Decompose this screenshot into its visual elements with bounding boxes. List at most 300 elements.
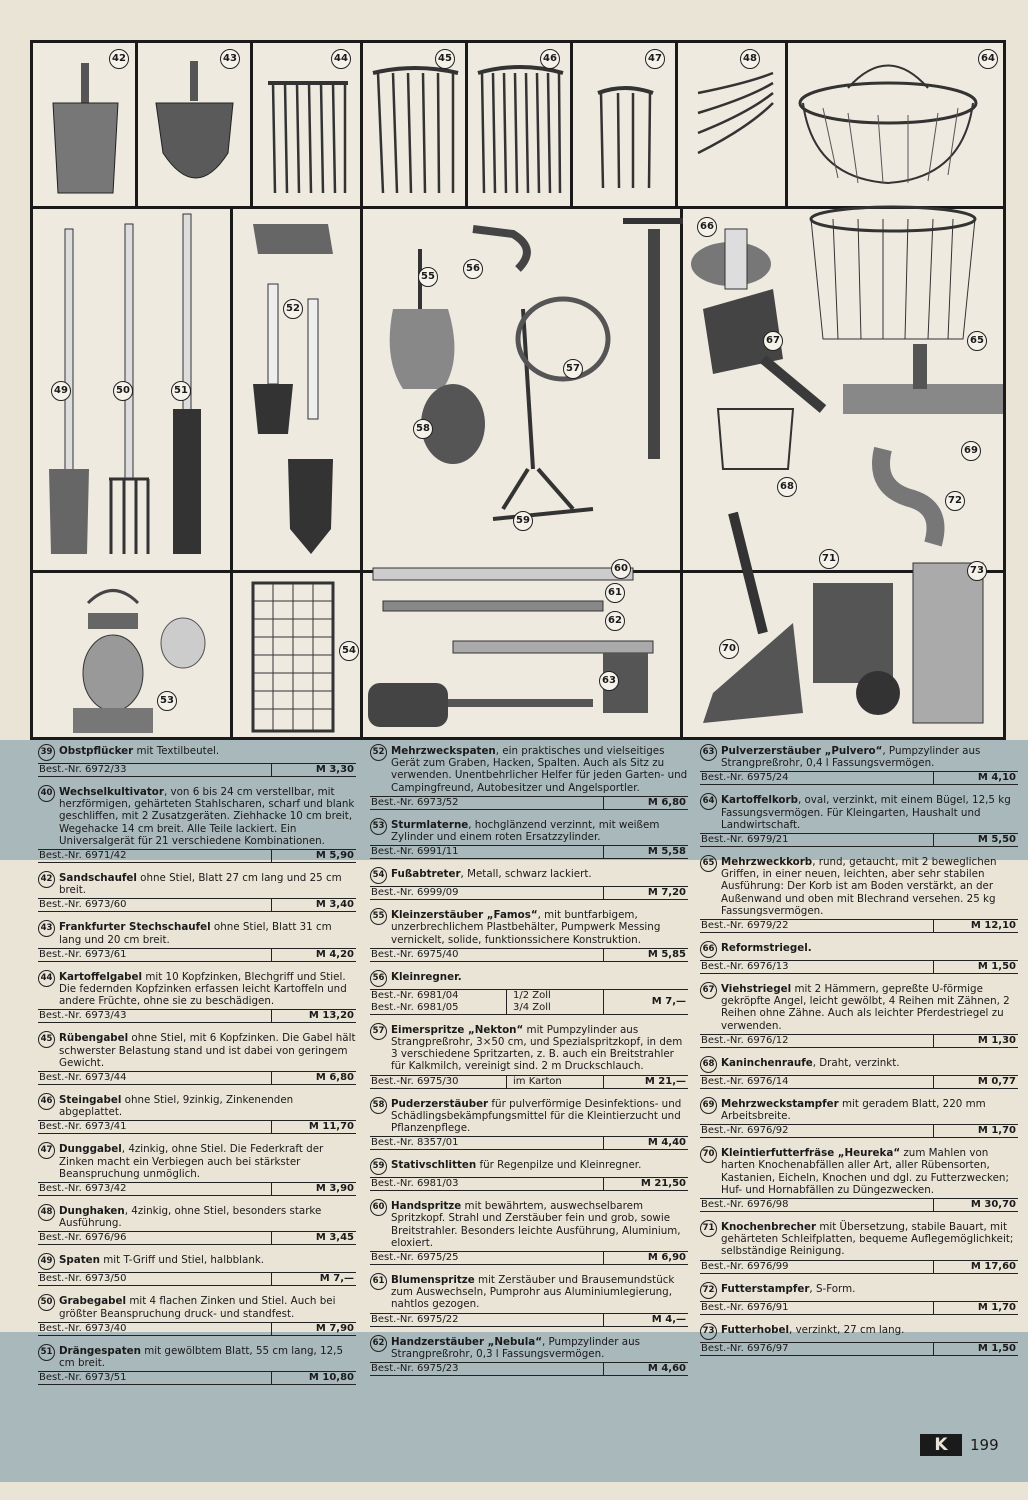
order-row [700,1198,1018,1212]
cell-60-63 [363,563,683,740]
order-price: M 6,90 [603,1252,688,1264]
order-row [38,898,356,912]
item-desc-text: , Pumpzylinder aus Strangpreßrohr, 0,3 l Fassungsvermögen. [391,1335,640,1360]
item-header [38,1205,356,1229]
item-description [721,1147,1018,1196]
item-header [38,1094,356,1118]
order-price: M 5,85 [603,949,688,961]
item-description [391,745,688,794]
item-number-44: 44 [331,49,351,69]
order-row [370,948,688,962]
item-desc-text: , Metall, schwarz lackiert. [460,868,592,881]
item-description [391,1024,688,1073]
order-price: M 1,30 [933,1035,1018,1047]
item-description [721,1283,855,1299]
cell-70-73 [683,553,1006,740]
order-row [370,845,688,859]
item-desc-text: , mit buntfarbigem, unzerbrechlichem Plastbehälter, Pumpwerk Messing vernickelt, solide, funktionssichere Konstruktion. [391,909,661,946]
cell-45 [363,43,468,209]
catalog-item-72 [700,1283,1018,1315]
column-2 [370,745,688,1385]
item-number-46: 46 [540,49,560,69]
item-desc-text: mit bewährtem, auswechselbarem Spritzkopf. Strahl und Zerstäuber fein und grob, sowie Breitstrahler. Besonders leichte Ausführung, Aluminium, eloxiert. [391,1200,681,1249]
item-desc-text: ohne Stiel, Blatt 27 cm lang und 25 cm breit. [59,872,342,897]
order-number: Best.-Nr. 6973/40 [39,1322,127,1334]
order-number: Best.-Nr. 6975/25 [371,1252,459,1264]
item-number-66: 66 [697,217,717,237]
order-row [38,1182,356,1196]
item-number: 61 [370,1273,387,1290]
order-price: M 1,50 [933,961,1018,973]
order-row [370,1075,688,1089]
item-number: 46 [38,1093,55,1110]
item-header [700,856,1018,917]
item-desc-text: für Regenpilze und Kleinregner. [476,1159,642,1172]
item-desc-text: , von 6 bis 24 cm verstellbar, mit herzförmigen, gehärteten Stahlscharen, scharf und blank geschliffen, mit 2 Zusatzgeräten. Ziehhacke 10 cm breit, Wegehacke 14 cm breit. Alle Teile lackiert. Ein Universalgerät für 21 verschiedene Kombinationen. [59,786,355,847]
catalog-item-48 [38,1205,356,1245]
order-variant: 1/2 Zoll [513,989,551,1001]
item-description [721,794,1018,831]
item-description [59,1143,356,1180]
order-number: Best.-Nr. 6973/50 [39,1273,127,1285]
item-header [370,1098,688,1135]
order-price: M 5,90 [271,850,356,862]
order-price: M 3,30 [271,764,356,776]
order-price: M 6,80 [603,797,688,809]
order-variant: 3/4 Zoll [513,1001,551,1013]
order-price: M 5,50 [933,834,1018,846]
item-number-59: 59 [513,511,533,531]
item-title: Kartoffelgabel [59,970,143,983]
item-title: Mehrzweckspaten [391,745,496,757]
catalog-item-61 [370,1274,688,1327]
item-desc-text: , rund, getaucht, mit 2 beweglichen Griffen, in einer neuen, leichten, aber sehr stabilen Ausführung: Der Korb ist am Boden verstärkt, an der Außenwand und oben mit Blechrand versehen. 25 kg Fassungsvermögen. [721,856,997,917]
item-number-69: 69 [961,441,981,461]
potato-fork-illustration [253,43,363,209]
order-row [700,1124,1018,1138]
order-number: Best.-Nr. 6973/51 [39,1372,127,1384]
order-row [370,1362,688,1376]
item-number: 56 [370,970,387,987]
item-description [59,1032,356,1069]
item-description [59,1205,356,1229]
catalog-item-65 [700,856,1018,933]
order-row [700,1301,1018,1315]
multipurpose-spade-illustration [233,209,363,573]
item-desc-text: mit 4 flachen Zinken und Stiel. Auch bei größter Beanspruchung druck- und standfest. [59,1295,336,1320]
order-price: M 4,40 [603,1137,688,1149]
order-number: Best.-Nr. 6981/03 [371,1178,459,1190]
order-price: M 3,45 [271,1232,356,1244]
item-number: 48 [38,1204,55,1221]
catalog-item-73 [700,1324,1018,1356]
item-header [38,1032,356,1069]
item-description [721,745,1018,769]
order-price: M 4,— [603,1314,688,1326]
item-header [370,909,688,946]
hand-sprayer-illustration [363,573,683,740]
order-row [700,1342,1018,1356]
catalog-item-39 [38,745,356,777]
item-desc-text: , verzinkt, 27 cm lang. [789,1323,905,1336]
order-price: M 13,20 [271,1010,356,1022]
item-title: Stativschlitten [391,1159,477,1172]
order-number: Best.-Nr. 6975/40 [371,948,459,960]
item-desc-text: , ein praktisches und vielseitiges Gerät zum Graben, Hacken, Spalten. Auch als Sitz zu verwenden. Unentbehrlicher Helfer für jeden Garten- und Campingfreund, Autobesitzer und Angelsportler. [391,745,688,794]
catalog-item-53 [370,819,688,859]
item-description [391,819,688,843]
item-desc-text: ohne Stiel, 9zinkig, Zinkenenden abgeplattet. [59,1094,294,1119]
item-description [721,1324,904,1340]
order-row [700,771,1018,785]
item-number: 52 [370,744,387,761]
catalog-item-67 [700,983,1018,1048]
order-number: Best.-Nr. 6975/30 [371,1075,459,1087]
cell-48 [678,43,788,209]
order-number: Best.-Nr. 6976/91 [701,1301,789,1313]
cell-53 [33,573,233,740]
order-row [700,833,1018,847]
catalog-item-46 [38,1094,356,1134]
catalog-item-69 [700,1098,1018,1138]
product-image-grid [30,40,1006,740]
catalog-item-63 [700,745,1018,785]
order-number: Best.-Nr. 6999/09 [371,887,459,899]
order-number: Best.-Nr. 6975/23 [371,1363,459,1375]
item-header [38,1254,356,1270]
catalog-item-47 [38,1143,356,1196]
item-number: 64 [700,793,717,810]
order-number: Best.-Nr. 6973/52 [371,796,459,808]
item-number-54: 54 [339,641,359,661]
item-desc-text: zum Mahlen von harten Knochenabfällen aller Art, aller Rübensorten, Kastanien, Eicheln, Knochen und dgl. zu Futterzwecken; Huf- und Hornabfällen zu Düngezwecken. [721,1147,1009,1196]
item-title: Kleintierfutterfräse „Heureka“ [721,1147,901,1160]
order-price: M 4,10 [933,772,1018,784]
order-price: M 1,70 [933,1125,1018,1137]
item-header [370,1274,688,1311]
item-number: 69 [700,1097,717,1114]
order-number: Best.-Nr. 6976/96 [39,1232,127,1244]
order-price: M 1,70 [933,1302,1018,1314]
item-title: Handspritze [391,1200,462,1213]
catalog-item-59 [370,1159,688,1191]
cell-64 [788,43,1006,209]
item-header [38,921,356,945]
item-number: 72 [700,1282,717,1299]
catalog-item-40 [38,786,356,863]
potato-basket-illustration [788,43,1006,209]
column-3 [700,745,1018,1365]
item-title: Eimerspritze „Nekton“ [391,1023,524,1036]
order-number: Best.-Nr. 6981/05 [371,1001,459,1013]
item-number-58: 58 [413,419,433,439]
catalog-item-45 [38,1032,356,1085]
item-number: 65 [700,855,717,872]
item-description [59,1295,356,1319]
item-title: Reformstriegel. [721,942,812,955]
item-desc-text: mit Übersetzung, stabile Bauart, mit gehärteten Schleifplatten, bequeme Auflegemöglichkeit; selbständige Reinigung. [721,1221,1014,1258]
item-number-50: 50 [113,381,133,401]
catalog-item-64 [700,794,1018,847]
catalog-item-56 [370,971,688,1015]
item-header [38,786,356,847]
item-number-70: 70 [719,639,739,659]
item-number-53: 53 [157,691,177,711]
cell-47 [573,43,678,209]
order-row [370,1313,688,1327]
item-number: 50 [38,1294,55,1311]
item-description [391,971,462,987]
item-title: Dunghaken [59,1205,125,1218]
item-header [700,794,1018,831]
item-header [370,819,688,843]
order-number-cell [370,990,506,1014]
item-description [59,872,356,896]
order-row [38,849,356,863]
item-header [38,1143,356,1180]
order-row [370,1251,688,1265]
item-header [38,1295,356,1319]
item-desc-text: mit 2 Hämmern, gepreßte U-förmige gekröpfte Angel, leicht gewölbt, 4 Reihen mit Zähnen, 2 Reihen ohne Zähne. Auch als leichter Pferdestriegel zu verwenden. [721,983,1010,1032]
item-desc-text: mit Pumpzylinder aus Strangpreßrohr, 3×50 cm, und Spezialspritzkopf, in dem 3 verschiedene Spritzarten, z. B. auch ein Breitstrahler für Kalkmilch, vereinigt sind. 2 m Druckschlauch. [391,1023,683,1073]
order-number: Best.-Nr. 6973/42 [39,1183,127,1195]
item-number: 47 [38,1142,55,1159]
item-header [370,1024,688,1073]
item-title: Spaten [59,1254,100,1267]
catalog-item-51 [38,1345,356,1385]
catalog-item-57 [370,1024,688,1089]
catalog-item-70 [700,1147,1018,1212]
order-number: Best.-Nr. 6976/12 [701,1034,789,1046]
item-number-68: 68 [777,477,797,497]
catalog-item-58 [370,1098,688,1151]
order-price: M 17,60 [933,1261,1018,1273]
item-number-63: 63 [599,671,619,691]
publisher-logo: K [920,1434,962,1456]
order-row [700,960,1018,974]
item-desc-text: mit Zerstäuber und Brausemundstück zum Auswechseln, Pumprohr aus Aluminiumlegierung, nahtlos gezogen. [391,1274,675,1311]
item-header [38,971,356,1008]
item-number: 40 [38,785,55,802]
item-number-49: 49 [51,381,71,401]
item-desc-text: mit 10 Kopfzinken, Blechgriff und Stiel. Die federnden Kopfzinken erfassen leicht Kartoffeln und andere Früchte, ohne sie zu beschädigen. [59,970,347,1008]
order-row [38,1322,356,1336]
item-desc-text: mit T-Griff und Stiel, halbblank. [99,1254,265,1267]
order-number: Best.-Nr. 8357/01 [371,1137,459,1149]
order-row [38,1272,356,1286]
dung-hook-illustration [678,43,788,209]
item-description [59,1094,356,1118]
order-number: Best.-Nr. 6976/14 [701,1075,789,1087]
item-number-45: 45 [435,49,455,69]
order-variant-cell [506,990,603,1014]
order-row [38,1231,356,1245]
item-description [391,1200,688,1249]
item-number: 73 [700,1323,717,1340]
item-number-48: 48 [740,49,760,69]
order-number: Best.-Nr. 6991/11 [371,846,459,858]
order-number: Best.-Nr. 6979/22 [701,920,789,932]
item-number-73: 73 [967,561,987,581]
item-number-72: 72 [945,491,965,511]
item-description [721,1098,1018,1122]
item-description [59,971,356,1008]
item-desc-text: , oval, verzinkt, mit einem Bügel, 12,5 kg Fassungsvermögen. Für Kleingarten, Haushalt und Landwirtschaft. [721,794,1011,831]
page-footer [920,1432,1006,1458]
item-title: Drängespaten [59,1344,141,1357]
item-number-52: 52 [283,299,303,319]
item-description [59,1345,356,1369]
order-row [38,1071,356,1085]
order-price: M 7,— [603,990,688,1014]
item-number: 71 [700,1220,717,1237]
item-description [391,1098,688,1135]
item-title: Puderzerstäuber [391,1097,489,1110]
order-price: M 1,50 [933,1343,1018,1355]
item-description [721,1057,900,1073]
order-row [700,919,1018,933]
order-row [38,1371,356,1385]
item-header [370,971,688,987]
catalog-item-71 [700,1221,1018,1274]
order-number: Best.-Nr. 6976/98 [701,1199,789,1211]
item-title: Steingabel [59,1094,122,1107]
item-desc-text: , Draht, verzinkt. [812,1056,900,1069]
item-description [59,745,219,761]
order-row [38,1009,356,1023]
storm-lantern-illustration [33,573,233,740]
order-price: M 21,50 [603,1178,688,1190]
item-title: Sturmlaterne [391,818,469,831]
stone-fork-illustration [468,43,573,209]
item-desc-text: mit Textilbeutel. [133,745,220,757]
order-row [370,989,688,1015]
item-title: Kaninchenraufe [721,1056,813,1069]
item-number: 51 [38,1344,55,1361]
item-header [700,1098,1018,1122]
item-description [391,868,592,884]
order-price: M 7,20 [603,887,688,899]
cell-54 [233,573,363,740]
item-number-57: 57 [563,359,583,379]
item-header [700,1057,1018,1073]
item-desc-text: , 4zinkig, ohne Stiel. Die Federkraft der Zinken macht ein Verbiegen auch bei stärkster Beanspruchung unmöglich. [59,1143,324,1180]
catalog-item-44 [38,971,356,1024]
order-price: M 11,70 [271,1121,356,1133]
item-number-71: 71 [819,549,839,569]
order-number: Best.-Nr. 6971/42 [39,850,127,862]
item-number-51: 51 [171,381,191,401]
item-header [700,1147,1018,1196]
item-number: 54 [370,867,387,884]
item-header [700,942,1018,958]
order-price: M 5,58 [603,846,688,858]
item-header [370,868,688,884]
item-desc-text: , hochglänzend verzinnt, mit weißem Zylinder und einem roten Ersatzzylinder. [391,818,660,844]
order-row [370,886,688,900]
item-title: Frankfurter Stechschaufel [59,921,211,934]
item-number: 55 [370,908,387,925]
item-header [700,1324,1018,1340]
page-number: 199 [970,1436,999,1454]
order-row [370,1136,688,1150]
item-number: 58 [370,1097,387,1114]
item-desc-text: , 4zinkig, ohne Stiel, besonders starke Ausführung. [59,1205,322,1230]
item-desc-text: für pulverförmige Desinfektions- und Schädlingsbekämpfungsmittel für die Kleintierzucht und Pflanzenpflege. [391,1097,682,1135]
item-number: 57 [370,1023,387,1040]
item-desc-text: ohne Stiel, Blatt 31 cm lang und 20 cm breit. [59,921,332,946]
order-row [38,1120,356,1134]
item-title: Pulverzerstäuber „Pulvero“ [721,745,883,757]
cell-52 [233,209,363,573]
item-header [700,745,1018,769]
item-number: 49 [38,1253,55,1270]
order-row [700,1034,1018,1048]
order-number: Best.-Nr. 6973/60 [39,899,127,911]
item-desc-text: , S-Form. [809,1282,856,1295]
item-header [700,983,1018,1032]
item-title: Blumenspritze [391,1274,475,1287]
item-desc-text: , Pumpzylinder aus Strangpreßrohr, 0,4 l Fassungsvermögen. [721,745,981,770]
catalog-item-54 [370,868,688,900]
item-header [38,1345,356,1369]
catalog-item-66 [700,942,1018,974]
item-number: 66 [700,941,717,958]
cell-49-51 [33,209,233,573]
item-description [721,942,812,958]
cell-44 [253,43,363,209]
item-description [391,1336,688,1360]
catalog-item-42 [38,872,356,912]
item-number: 60 [370,1199,387,1216]
item-title: Mehrzweckkorb [721,856,813,869]
item-description [721,1221,1018,1258]
order-price: M 0,77 [933,1076,1018,1088]
item-title: Obstpflücker [59,745,134,757]
cell-43 [138,43,253,209]
item-number: 59 [370,1158,387,1175]
item-description [59,786,356,847]
cell-55-59 [363,209,683,573]
item-description [721,983,1018,1032]
order-number: Best.-Nr. 6976/92 [701,1125,789,1137]
item-header [370,1200,688,1249]
item-title: Grabegabel [59,1295,127,1308]
catalog-item-60 [370,1200,688,1265]
item-number-67: 67 [763,331,783,351]
item-number-56: 56 [463,259,483,279]
order-number: Best.-Nr. 6973/41 [39,1121,127,1133]
item-description [59,1254,264,1270]
order-price: M 4,60 [603,1363,688,1375]
item-number: 63 [700,744,717,761]
order-price: M 4,20 [271,949,356,961]
catalog-item-52 [370,745,688,810]
item-number: 42 [38,871,55,888]
order-number: Best.-Nr. 6976/99 [701,1260,789,1272]
item-title: Knochenbrecher [721,1221,817,1234]
item-number: 67 [700,982,717,999]
item-header [700,1283,1018,1299]
order-price: M 7,90 [271,1323,356,1335]
item-number: 45 [38,1031,55,1048]
item-number-65: 65 [967,331,987,351]
item-number: 39 [38,744,55,761]
item-header [38,745,356,761]
catalog-item-49 [38,1254,356,1286]
item-title: Fußabtreter [391,868,461,881]
column-1 [38,745,356,1394]
